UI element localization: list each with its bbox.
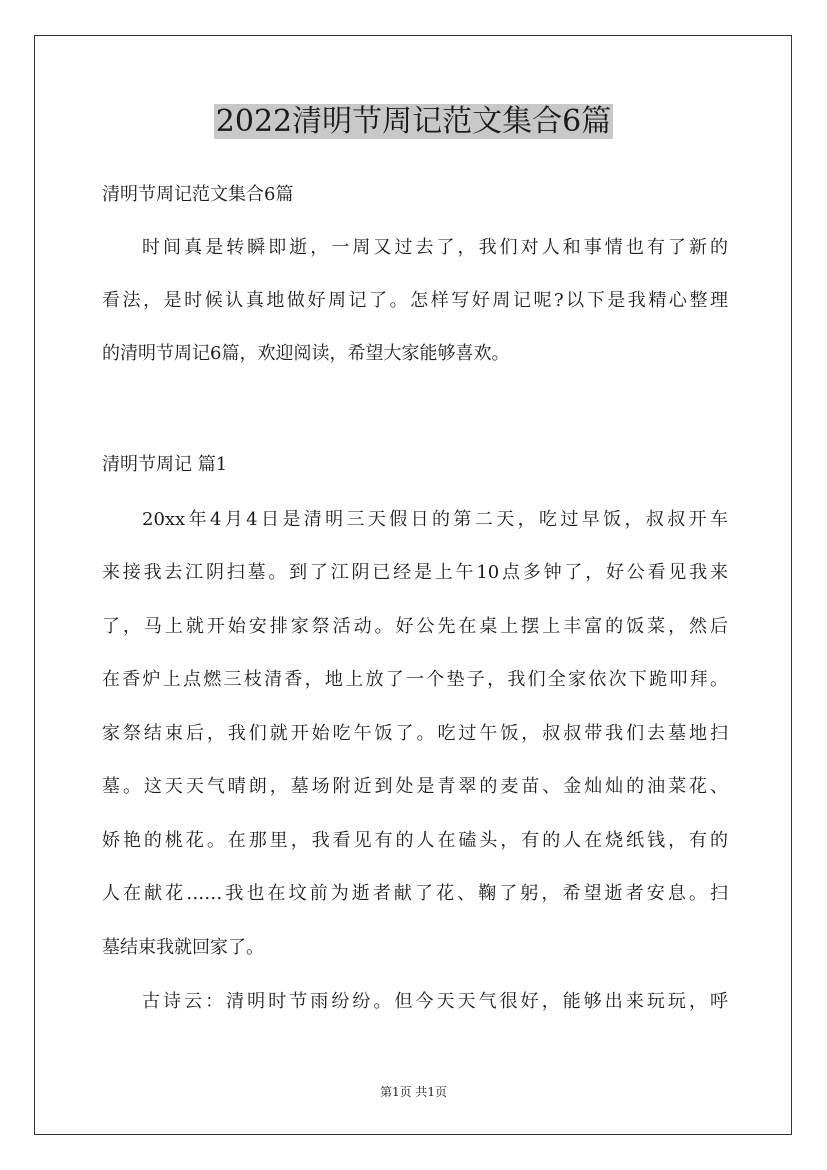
paragraph-line: 家祭结束后，我们就开始吃午饭了。吃过午饭，叔叔带我们去墓地扫 [102, 723, 728, 744]
paragraph-line: 人在献花……我也在坟前为逝者献了花、鞠了躬，希望逝者安息。扫 [102, 883, 728, 904]
paragraph-line: 在香炉上点燃三枝清香，地上放了一个垫子，我们全家依次下跪叩拜。 [102, 669, 728, 690]
paragraph-line: 了，马上就开始安排家祭活动。好公先在桌上摆上丰富的饭菜，然后 [102, 616, 728, 637]
intro-line: 的清明节周记6篇，欢迎阅读，希望大家能够喜欢。 [102, 343, 510, 364]
document-subtitle: 清明节周记范文集合6篇 [102, 184, 294, 205]
section-heading: 清明节周记 篇1 [102, 454, 228, 475]
paragraph-line: 来接我去江阴扫墓。到了江阴已经是上午10点多钟了，好公看见我来 [102, 562, 728, 583]
document-title [0, 102, 827, 142]
intro-line: 看法，是时候认真地做好周记了。怎样写好周记呢?以下是我精心整理 [102, 290, 728, 311]
page-footer: 第1页 共1页 [379, 1085, 448, 1099]
paragraph-line: 墓结束我就回家了。 [102, 937, 264, 958]
intro-line: 时间真是转瞬即逝，一周又过去了，我们对人和事情也有了新的 [142, 237, 728, 258]
paragraph-line: 墓。这天天气晴朗，墓场附近到处是青翠的麦苗、金灿灿的油菜花、 [102, 776, 728, 797]
paragraph-line: 20xx年4月4日是清明三天假日的第二天，吃过早饭，叔叔开车 [142, 509, 728, 530]
document-title-text: 2022清明节周记范文集合6篇 [215, 104, 612, 139]
paragraph-line: 娇艳的桃花。在那里，我看见有的人在磕头，有的人在烧纸钱，有的 [102, 830, 728, 851]
paragraph-line: 古诗云：清明时节雨纷纷。但今天天气很好，能够出来玩玩，呼 [142, 991, 728, 1012]
